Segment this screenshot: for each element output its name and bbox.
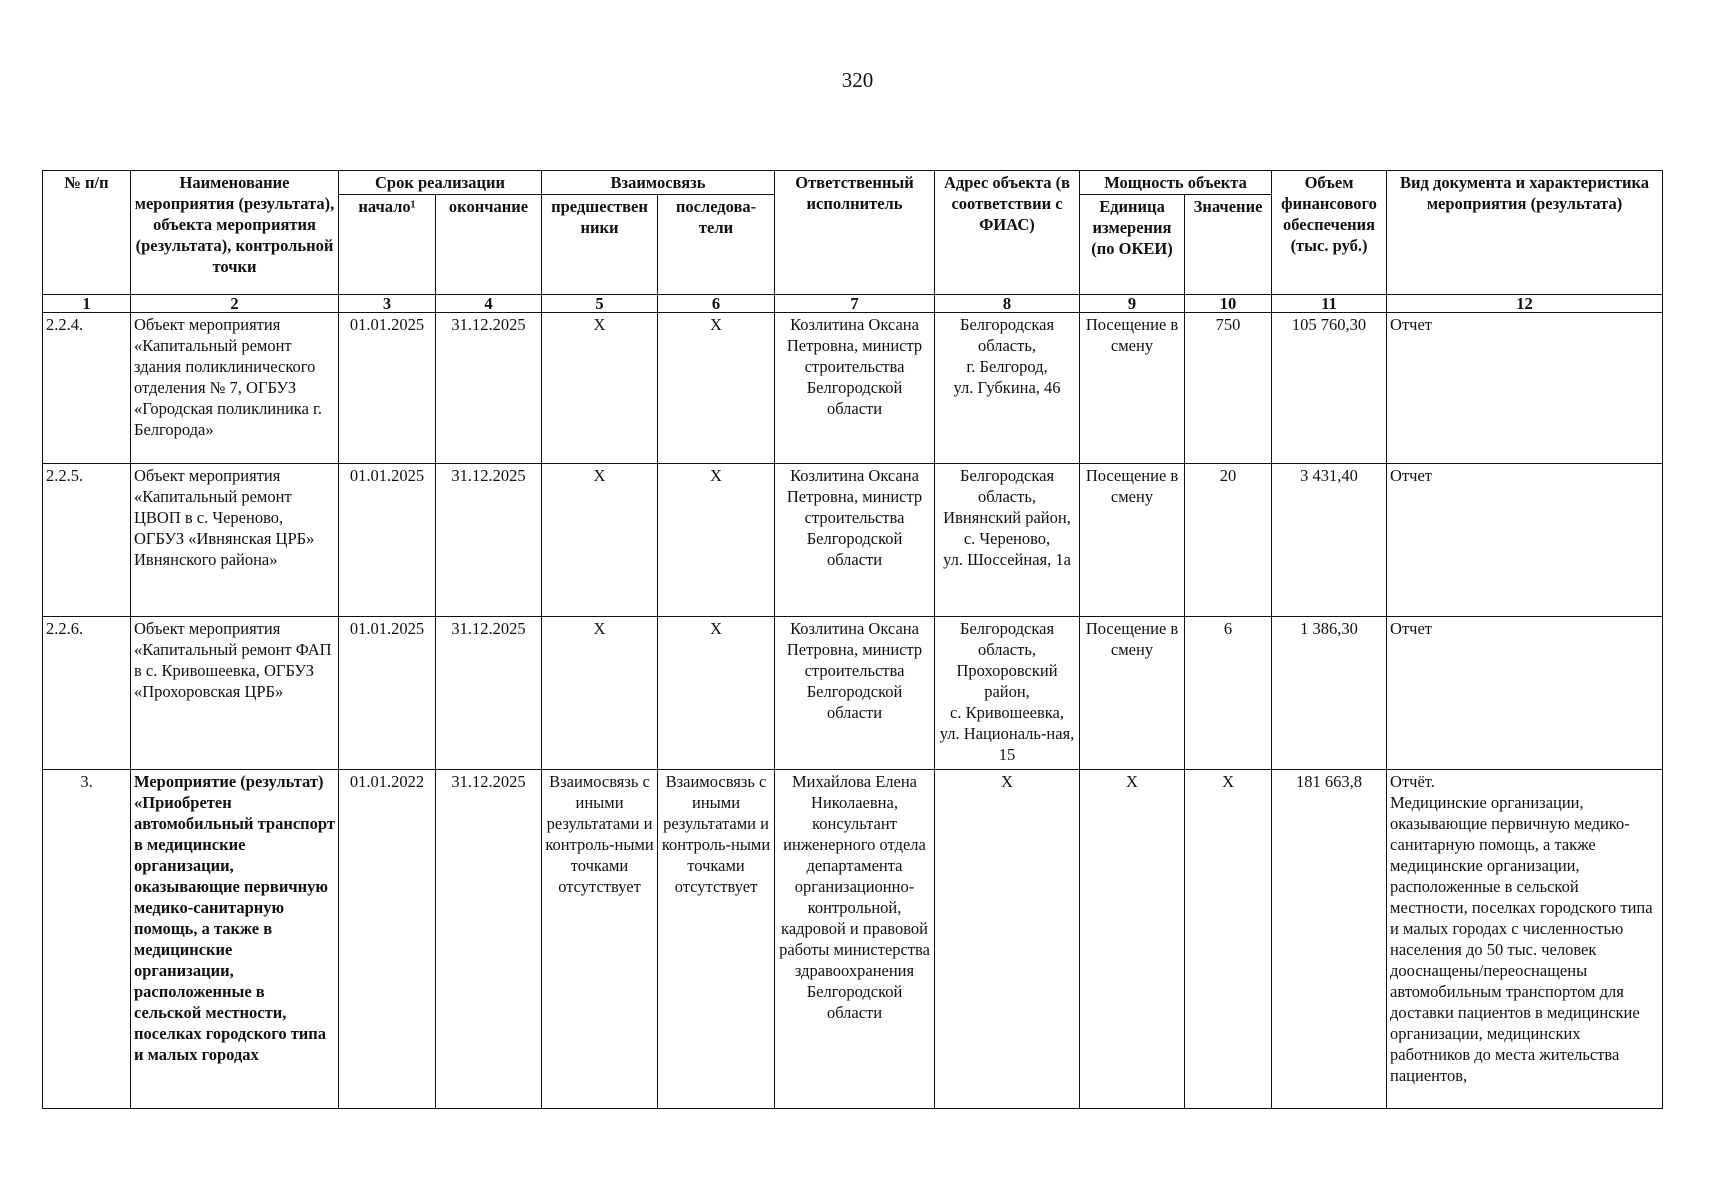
row-address: Белгородская область, г. Белгород, ул. Губкина, 46: [935, 313, 1080, 464]
row-end: 31.12.2025: [436, 464, 542, 617]
row-unit: Посещение в смену: [1080, 313, 1185, 464]
header-capacity: Мощность объекта: [1080, 171, 1272, 195]
row-predecessors: Х: [542, 313, 658, 464]
row-value: 750: [1185, 313, 1272, 464]
row-unit: Посещение в смену: [1080, 617, 1185, 770]
column-number: 6: [658, 295, 775, 313]
row-start: 01.01.2025: [339, 313, 436, 464]
activities-table: [42, 170, 1663, 1109]
column-number: 5: [542, 295, 658, 313]
column-number: 4: [436, 295, 542, 313]
row-end: 31.12.2025: [436, 617, 542, 770]
column-number: 9: [1080, 295, 1185, 313]
row-predecessors: Х: [542, 464, 658, 617]
row-unit: Посещение в смену: [1080, 464, 1185, 617]
table-row: [43, 617, 1663, 770]
row-value: 6: [1185, 617, 1272, 770]
row-doc: Отчёт. Медицинские организации, оказывающие первичную медико-санитарную помощь, а также медицинские организации, расположенные в сельской местности, поселках городского типа и малых городах с численностью населения до 50 тыс. человек дооснащены/переоснащены автомобильным транспортом для доставки пациентов в медицинские организации, медицинских работников до места жительства пациентов,: [1387, 770, 1663, 1109]
page-number: 320: [841, 68, 874, 92]
column-number: 8: [935, 295, 1080, 313]
header-funding: Объем финансового обеспечения (тыс. руб.): [1272, 171, 1387, 295]
header-row-main: [43, 171, 1663, 195]
row-value: 20: [1185, 464, 1272, 617]
row-executor: Михайлова Елена Николаевна, консультант инженерного отдела департамента организационно-контрольной, кадровой и правовой работы министерства здравоохранения Белгородской области: [775, 770, 935, 1109]
row-doc: Отчет: [1387, 617, 1663, 770]
header-executor: Ответственный исполнитель: [775, 171, 935, 295]
row-doc: Отчет: [1387, 464, 1663, 617]
row-value: Х: [1185, 770, 1272, 1109]
header-period: Срок реализации: [339, 171, 542, 195]
header-num: № п/п: [43, 171, 131, 295]
row-executor: Козлитина Оксана Петровна, министр строительства Белгородской области: [775, 617, 935, 770]
column-number: 10: [1185, 295, 1272, 313]
header-value: Значение: [1185, 195, 1272, 295]
row-start: 01.01.2025: [339, 464, 436, 617]
row-name: Объект мероприятия «Капитальный ремонт ФАП в с. Кривошеевка, ОГБУЗ «Прохоровская ЦРБ»: [131, 617, 339, 770]
header-period-start: начало¹: [339, 195, 436, 295]
table-row: [43, 770, 1663, 1109]
row-end: 31.12.2025: [436, 770, 542, 1109]
row-funding: 181 663,8: [1272, 770, 1387, 1109]
row-unit: Х: [1080, 770, 1185, 1109]
row-funding: 105 760,30: [1272, 313, 1387, 464]
row-funding: 3 431,40: [1272, 464, 1387, 617]
row-name: Мероприятие (результат) «Приобретен автомобильный транспорт в медицинские организации, оказывающие первичную медико-санитарную помощь, а также в медицинские организации, расположенные в сельской местности, поселках городского типа и малых городах: [131, 770, 339, 1109]
row-address: Х: [935, 770, 1080, 1109]
row-funding: 1 386,30: [1272, 617, 1387, 770]
row-address: Белгородская область, Прохоровский район, с. Кривошеевка, ул. Националь-ная, 15: [935, 617, 1080, 770]
column-number: 7: [775, 295, 935, 313]
row-start: 01.01.2025: [339, 617, 436, 770]
column-number: 11: [1272, 295, 1387, 313]
header-name: Наименование мероприятия (результата), объекта мероприятия (результата), контрольной точки: [131, 171, 339, 295]
header-period-end: окончание: [436, 195, 542, 295]
row-predecessors: Взаимосвязь с иными результатами и контроль-ными точками отсутствует: [542, 770, 658, 1109]
header-relation: Взаимосвязь: [542, 171, 775, 195]
column-number: 2: [131, 295, 339, 313]
row-address: Белгородская область, Ивнянский район, с. Череново, ул. Шоссейная, 1а: [935, 464, 1080, 617]
header-address: Адрес объекта (в соответствии с ФИАС): [935, 171, 1080, 295]
row-executor: Козлитина Оксана Петровна, министр строительства Белгородской области: [775, 464, 935, 617]
row-num: 3.: [43, 770, 131, 1109]
header-successors: последова- тели: [658, 195, 775, 295]
column-number-row: [43, 295, 1663, 313]
header-doc-type: Вид документа и характеристика мероприятия (результата): [1387, 171, 1663, 295]
row-successors: Х: [658, 313, 775, 464]
row-end: 31.12.2025: [436, 313, 542, 464]
row-name: Объект мероприятия «Капитальный ремонт здания поликлинического отделения № 7, ОГБУЗ «Городская поликлиника г. Белгорода»: [131, 313, 339, 464]
column-number: 12: [1387, 295, 1663, 313]
row-num: 2.2.5.: [43, 464, 131, 617]
row-predecessors: Х: [542, 617, 658, 770]
header-predecessors: предшествен ники: [542, 195, 658, 295]
header-unit: Единица измерения (по ОКЕИ): [1080, 195, 1185, 295]
table-row: [43, 313, 1663, 464]
row-successors: Взаимосвязь с иными результатами и контроль-ными точками отсутствует: [658, 770, 775, 1109]
row-num: 2.2.6.: [43, 617, 131, 770]
column-number: 3: [339, 295, 436, 313]
row-executor: Козлитина Оксана Петровна, министр строительства Белгородской области: [775, 313, 935, 464]
table-row: [43, 464, 1663, 617]
row-name: Объект мероприятия «Капитальный ремонт ЦВОП в с. Череново, ОГБУЗ «Ивнянская ЦРБ» Ивнянского района»: [131, 464, 339, 617]
row-num: 2.2.4.: [43, 313, 131, 464]
column-number: 1: [43, 295, 131, 313]
row-start: 01.01.2022: [339, 770, 436, 1109]
row-successors: Х: [658, 464, 775, 617]
row-doc: Отчет: [1387, 313, 1663, 464]
row-successors: Х: [658, 617, 775, 770]
